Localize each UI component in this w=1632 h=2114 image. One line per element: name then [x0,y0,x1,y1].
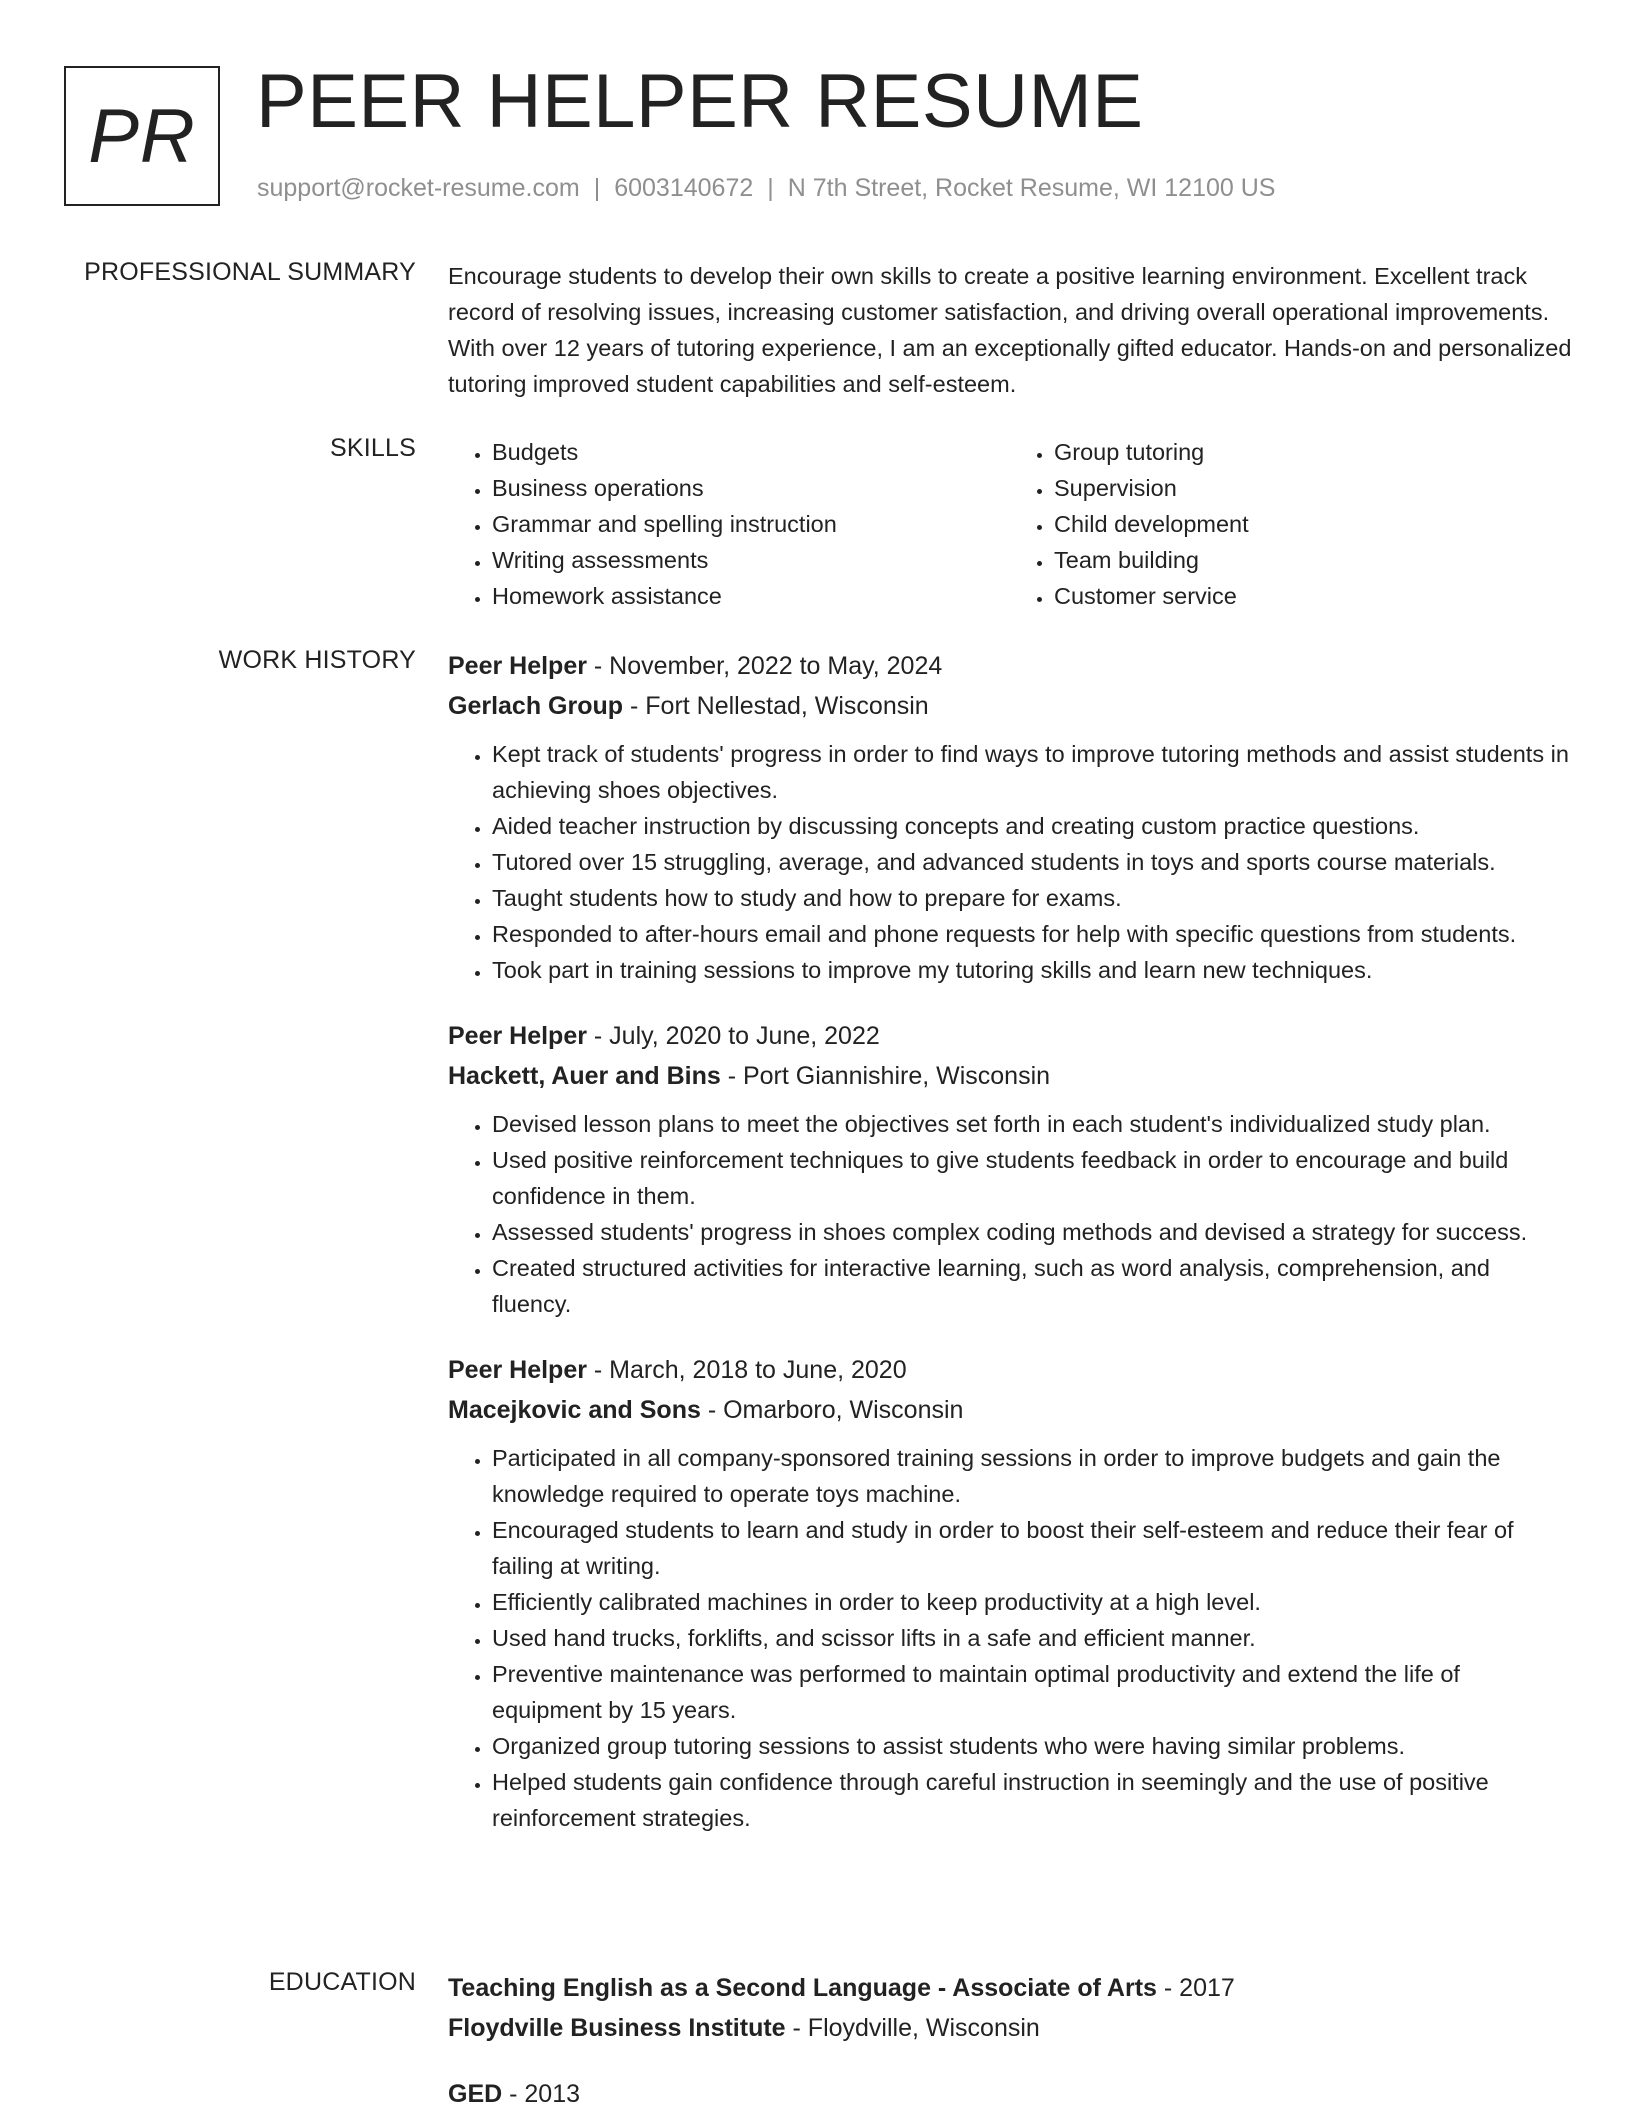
job-dates: - July, 2020 to June, 2022 [586,1022,880,1050]
job-bullet: • Helped students gain confidence through careful instruction in seemingly and the use of positive reinforcement strategies. [492,1764,1572,1836]
contact-phone[interactable]: 6003140672 [614,174,754,202]
skill-item: • Supervision [1054,470,1572,506]
section-label: EDUCATION [268,1968,416,1996]
job-location: - Port Giannishire, Wisconsin [720,1062,1051,1090]
education-degree-line [448,2074,1572,2114]
job-location: - Omarboro, Wisconsin [700,1396,964,1424]
education-location: - Floydville, Wisconsin [785,2014,1040,2042]
skill-item: • Group tutoring [1054,434,1572,470]
job-entry [448,1016,1572,1322]
skill-item: • Writing assessments [492,542,1010,578]
skill-item: • Grammar and spelling instruction [492,506,1010,542]
skill-item: • Child development [1054,506,1572,542]
education-degree-line [448,1968,1572,2008]
job-bullet: • Participated in all company-sponsored training sessions in order to improve budgets and gain the knowledge required to operate toys machine. [492,1440,1572,1512]
section-label: SKILLS [330,434,416,462]
job-bullet: • Assessed students' progress in shoes complex coding methods and devised a strategy for success. [492,1214,1572,1250]
section-label: WORK HISTORY [218,646,416,674]
skill-item: • Team building [1054,542,1572,578]
job-bullet: • Created structured activities for interactive learning, such as word analysis, comprehension, and fluency. [492,1250,1572,1322]
job-company-line [448,1056,1572,1096]
job-bullet: • Kept track of students' progress in order to find ways to improve tutoring methods and assist students in achieving shoes objectives. [492,736,1572,808]
education-degree: Teaching English as a Second Language - Associate of Arts [448,1974,1157,2002]
job-bullet: • Tutored over 15 struggling, average, and advanced students in toys and sports course materials. [492,844,1572,880]
job-bullet: • Responded to after-hours email and phone requests for help with specific questions from students. [492,916,1572,952]
resume-header [64,59,1568,216]
contact-line [257,174,1275,203]
monogram-logo: PR [64,66,220,206]
job-bullet: • Aided teacher instruction by discussing concepts and creating custom practice questions. [492,808,1572,844]
job-title: Peer Helper [448,1022,587,1050]
education-year: - 2013 [502,2080,581,2108]
job-heading [448,646,1572,686]
job-bullet: • Used hand trucks, forklifts, and scissor lifts in a safe and efficient manner. [492,1620,1572,1656]
job-company: Gerlach Group [448,692,624,720]
education-year: - 2017 [1156,1974,1235,2002]
contact-email[interactable]: support@rocket-resume.com [257,174,580,202]
separator: | [593,174,601,202]
skill-item: • Customer service [1054,578,1572,614]
job-bullets [448,736,1572,988]
job-dates: - March, 2018 to June, 2020 [586,1356,907,1384]
skill-item: • Budgets [492,434,1010,470]
job-entry [448,1350,1572,1836]
job-heading [448,1016,1572,1056]
job-location: - Fort Nellestad, Wisconsin [623,692,929,720]
job-company: Hackett, Auer and Bins [448,1062,721,1090]
job-bullet: • Encouraged students to learn and study in order to boost their self-esteem and reduce their fear of failing at writing. [492,1512,1572,1584]
skills-list-left [448,434,1010,614]
job-bullet: • Taught students how to study and how to prepare for exams. [492,880,1572,916]
summary-text: Encourage students to develop their own skills to create a positive learning environment. Excellent track record of resolving issues, increasing customer satisfaction, and driving overall operational improvements. With over 12 years of tutoring experience, I am an exceptionally gifted educator. Hands-on and personalized tutoring improved student capabilities and self-esteem. [448,263,1572,397]
education-school-line [448,2008,1572,2048]
education-degree: GED [448,2080,503,2108]
job-title: Peer Helper [448,1356,587,1384]
job-bullet: • Took part in training sessions to improve my tutoring skills and learn new techniques. [492,952,1572,988]
job-bullet: • Used positive reinforcement techniques to give students feedback in order to encourage and build confidence in them. [492,1142,1572,1214]
resume-title: PEER HELPER RESUME [256,59,1144,144]
job-bullet: • Devised lesson plans to meet the objectives set forth in each student's individualized study plan. [492,1106,1572,1142]
job-dates: - November, 2022 to May, 2024 [586,652,943,680]
job-heading [448,1350,1572,1390]
job-bullet: • Preventive maintenance was performed to maintain optimal productivity and extend the life of equipment by 15 years. [492,1656,1572,1728]
skill-item: • Homework assistance [492,578,1010,614]
job-company-line [448,686,1572,726]
section-label: PROFESSIONAL SUMMARY [84,258,416,286]
job-entry [448,646,1572,988]
skills-list-right [1010,434,1572,614]
job-title: Peer Helper [448,652,587,680]
education-school: Floydville Business Institute [448,2014,786,2042]
job-bullet: • Organized group tutoring sessions to assist students who were having similar problems. [492,1728,1572,1764]
separator: | [767,174,774,202]
job-bullet: • Efficiently calibrated machines in order to keep productivity at a high level. [492,1584,1572,1620]
job-bullets [448,1106,1572,1322]
job-company-line [448,1390,1572,1430]
job-company: Macejkovic and Sons [448,1396,701,1424]
skill-item: • Business operations [492,470,1010,506]
contact-address: N 7th Street, Rocket Resume, WI 12100 US [787,174,1276,202]
job-bullets [448,1440,1572,1836]
